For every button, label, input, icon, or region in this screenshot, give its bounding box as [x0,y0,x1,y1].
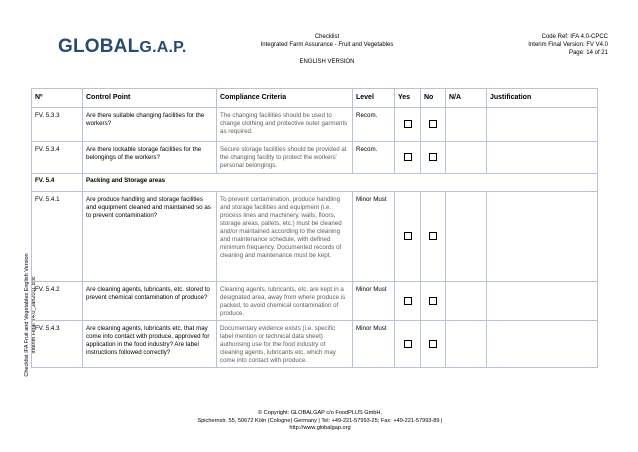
row-level: Recom. [353,142,395,174]
row-control-point: Are produce handling and storage facilities and equipment cleaned and maintained so as to prevent contamination? [83,192,217,282]
yes-checkbox[interactable] [404,153,412,161]
row-level: Minor Must [353,282,395,321]
header-code-ref: Code Ref: IFA 4.0-CPCC [541,34,608,40]
row-na-cell [446,282,487,321]
footer-website-link[interactable]: http://www.globalgap.org [289,425,351,431]
col-header-yes: Yes [395,89,421,108]
col-header-level: Level [353,89,395,108]
row-na-cell [446,321,487,368]
row-compliance-criteria: The changing facilities should be used to change clothing and protective outer garments as required. [217,108,353,142]
row-control-point: Are cleaning agents, lubricants, etc. stored to prevent chemical contamination of produce? [83,282,217,321]
col-header-compliance-criteria: Compliance Criteria [217,89,353,108]
row-level: Minor Must [353,192,395,282]
row-control-point: Are cleaning agents, lubricants etc. that may come into contact with produce, approved for application in the food industry? Are label instructions followed correctly? [83,321,217,368]
row-compliance-criteria: Secure storage facilities should be provided at the changing facility to protect the workers' personal belongings. [217,142,353,174]
row-justification[interactable] [487,142,598,174]
row-no-cell [421,108,446,142]
no-checkbox[interactable] [429,340,437,348]
row-number: FV. 5.3.3 [32,108,83,142]
table-row [32,142,598,174]
row-no-cell [421,192,446,282]
yes-checkbox[interactable] [404,120,412,128]
row-justification[interactable] [487,192,598,282]
table-row [32,108,598,142]
globalgap-logo [58,36,187,58]
row-number: FV. 5.4.1 [32,192,83,282]
row-compliance-criteria: Cleaning agents, lubricants, etc. are kept in a designated area, away from where produce is packed, to avoid chemical contamination of produce. [217,282,353,321]
col-header-justification: Justification [487,89,598,108]
footer-address: Spichernstr. 55, 50672 Köln (Cologne) Germany | Tel: +49-221-57993-25; Fax: +49-221-57993-89 | [197,417,443,424]
col-header-control-point: Control Point [83,89,217,108]
side-filename-line2: Interim Final V4.0_Jan2011.doc [31,276,37,354]
no-checkbox[interactable] [429,120,437,128]
section-title: Packing and Storage areas [83,174,598,192]
checklist-table [31,88,598,368]
row-control-point: Are there lockable storage facilities for the belongings of the workers? [83,142,217,174]
row-yes-cell [395,142,421,174]
page-footer [140,410,500,433]
row-na-cell [446,108,487,142]
side-filename-line1: Checklist IFA Fruit and Vegetables English Version [24,253,30,377]
no-checkbox[interactable] [429,232,437,240]
header-doc-type: Checklist [314,34,340,40]
header-doc-title: Integrated Farm Assurance - Fruit and Vegetables [260,42,394,48]
section-number: FV. 5.4 [32,174,83,192]
table-row [32,321,598,368]
section-row [32,174,598,192]
row-control-point: Are there suitable changing facilities for the workers? [83,108,217,142]
header-right [528,33,608,57]
row-no-cell [421,321,446,368]
col-header-na: N/A [446,89,487,108]
row-yes-cell [395,321,421,368]
header-center [232,33,422,66]
row-number: FV. 5.4.3 [32,321,83,368]
logo-sub-text: G.A.P. [139,39,187,56]
row-no-cell [421,282,446,321]
no-checkbox[interactable] [429,153,437,161]
row-justification[interactable] [487,108,598,142]
row-number: FV. 5.4.2 [32,282,83,321]
row-justification[interactable] [487,282,598,321]
row-compliance-criteria: Documentary evidence exists (i.e. specific label mention or technical data sheet) authorising use for the food industry of cleaning agents, lubricants etc. which may come into contact with produce. [217,321,353,368]
table-row [32,192,598,282]
header-language-version: ENGLISH VERSION [299,59,355,65]
row-number: FV. 5.3.4 [32,142,83,174]
yes-checkbox[interactable] [404,232,412,240]
footer-copyright: © Copyright: GLOBALGAP c/o FoodPLUS GmbH, [257,410,383,416]
row-level: Recom. [353,108,395,142]
row-compliance-criteria: To prevent contamination, produce handling and storage facilities and equipment (i.e. process lines and machinery, walls, floors, storage areas, pallets, etc.) must be cleaned and/or maintained according to the cleaning and maintenance schedule, with defined minimum frequency. Documented records of cleaning and maintenance must be kept. [217,192,353,282]
col-header-number: Nº [32,89,83,108]
yes-checkbox[interactable] [404,297,412,305]
row-yes-cell [395,282,421,321]
row-na-cell [446,142,487,174]
logo-main-text: GLOBAL [58,36,140,57]
row-yes-cell [395,108,421,142]
row-justification[interactable] [487,321,598,368]
yes-checkbox[interactable] [404,340,412,348]
header-version: Interim Final Version: FV V4.0 [528,42,608,48]
row-no-cell [421,142,446,174]
header-page-number: Page: 14 of 21 [568,50,608,56]
col-header-no: No [421,89,446,108]
row-level: Minor Must [353,321,395,368]
no-checkbox[interactable] [429,297,437,305]
row-yes-cell [395,192,421,282]
table-row [32,282,598,321]
table-header-row [32,89,598,108]
row-na-cell [446,192,487,282]
